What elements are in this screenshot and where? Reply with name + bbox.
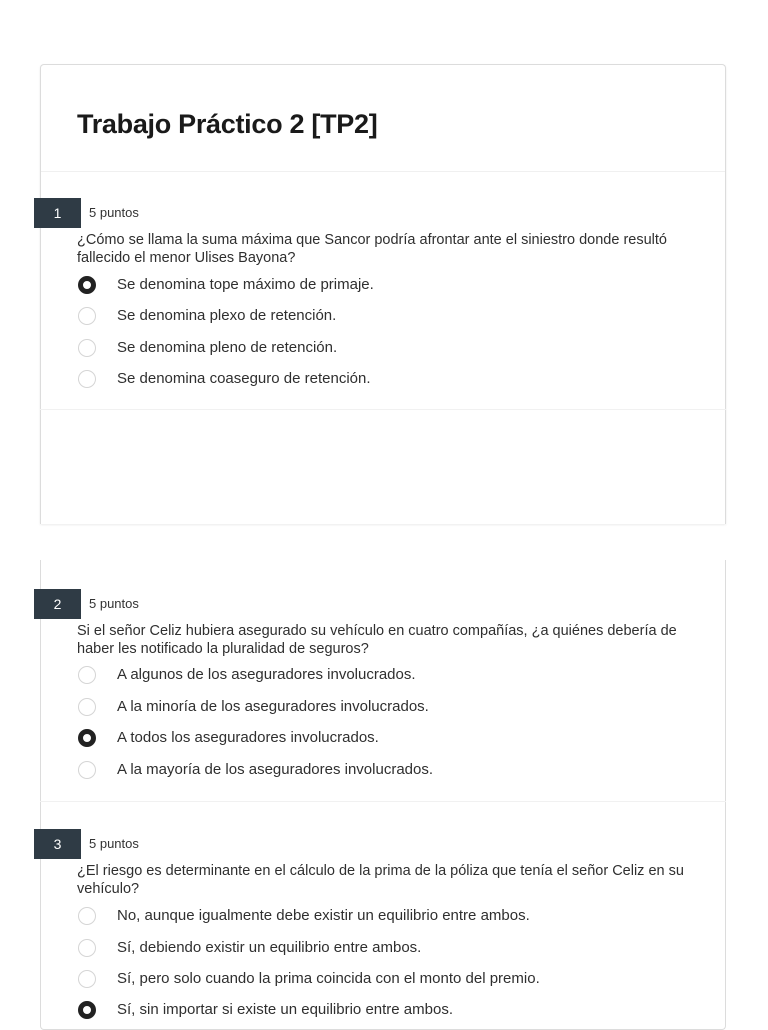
question-number-badge: 1 [34,198,81,228]
radio-unselected-icon[interactable] [78,339,96,357]
radio-unselected-icon[interactable] [78,761,96,779]
answer-option-label: Se denomina pleno de retención. [117,339,338,356]
page-title: Trabajo Práctico 2 [TP2] [77,109,378,139]
question-text: ¿El riesgo es determinante en el cálculo de la prima de la póliza que tenía el señor Celiz en su vehículo? [77,863,684,897]
divider [40,801,726,802]
answer-option-label: Sí, debiendo existir un equilibrio entre ambos. [117,939,422,956]
question-points: 5 puntos [89,205,139,220]
question-number-badge: 2 [34,589,81,619]
radio-selected-icon[interactable] [78,276,96,294]
answer-option-label: Sí, pero solo cuando la prima coincida con el monto del premio. [117,970,540,987]
answer-option-label: A todos los aseguradores involucrados. [117,729,379,746]
question-points: 5 puntos [89,836,139,851]
answer-option[interactable] [78,905,678,929]
question-text: Si el señor Celiz hubiera asegurado su vehículo en cuatro compañías, ¿a quiénes debería de haber les notificado la pluralidad de seguros? [77,623,677,657]
radio-unselected-icon[interactable] [78,666,96,684]
answer-option[interactable] [78,664,678,688]
answer-option-label: Se denomina tope máximo de primaje. [117,276,374,293]
answer-option[interactable] [78,968,678,992]
divider [40,409,726,410]
answer-option[interactable] [78,696,678,720]
title-section [41,65,725,172]
answer-option-label: Se denomina plexo de retención. [117,307,337,324]
question-points: 5 puntos [89,596,139,611]
answer-option-label: A la mayoría de los aseguradores involucrados. [117,761,434,778]
question-number-badge: 3 [34,829,81,859]
answer-option[interactable] [78,999,678,1023]
radio-selected-icon[interactable] [78,1001,96,1019]
answer-option-label: No, aunque igualmente debe existir un equilibrio entre ambos. [117,907,530,924]
answer-option[interactable] [78,759,678,783]
radio-selected-icon[interactable] [78,729,96,747]
answer-option-label: A algunos de los aseguradores involucrados. [117,666,416,683]
answer-option[interactable] [78,337,678,361]
answer-option-label: A la minoría de los aseguradores involucrados. [117,698,429,715]
answer-option-label: Se denomina coaseguro de retención. [117,370,371,387]
answer-option[interactable] [78,274,678,298]
radio-unselected-icon[interactable] [78,698,96,716]
answer-option[interactable] [78,305,678,329]
answer-option[interactable] [78,727,678,751]
radio-unselected-icon[interactable] [78,970,96,988]
answer-option-label: Sí, sin importar si existe un equilibrio entre ambos. [117,1001,453,1018]
answer-option[interactable] [78,937,678,961]
radio-unselected-icon[interactable] [78,907,96,925]
question-text: ¿Cómo se llama la suma máxima que Sancor podría afrontar ante el siniestro donde resultó fallecido el menor Ulises Bayona? [77,232,667,266]
radio-unselected-icon[interactable] [78,939,96,957]
answer-option[interactable] [78,368,678,392]
radio-unselected-icon[interactable] [78,370,96,388]
radio-unselected-icon[interactable] [78,307,96,325]
